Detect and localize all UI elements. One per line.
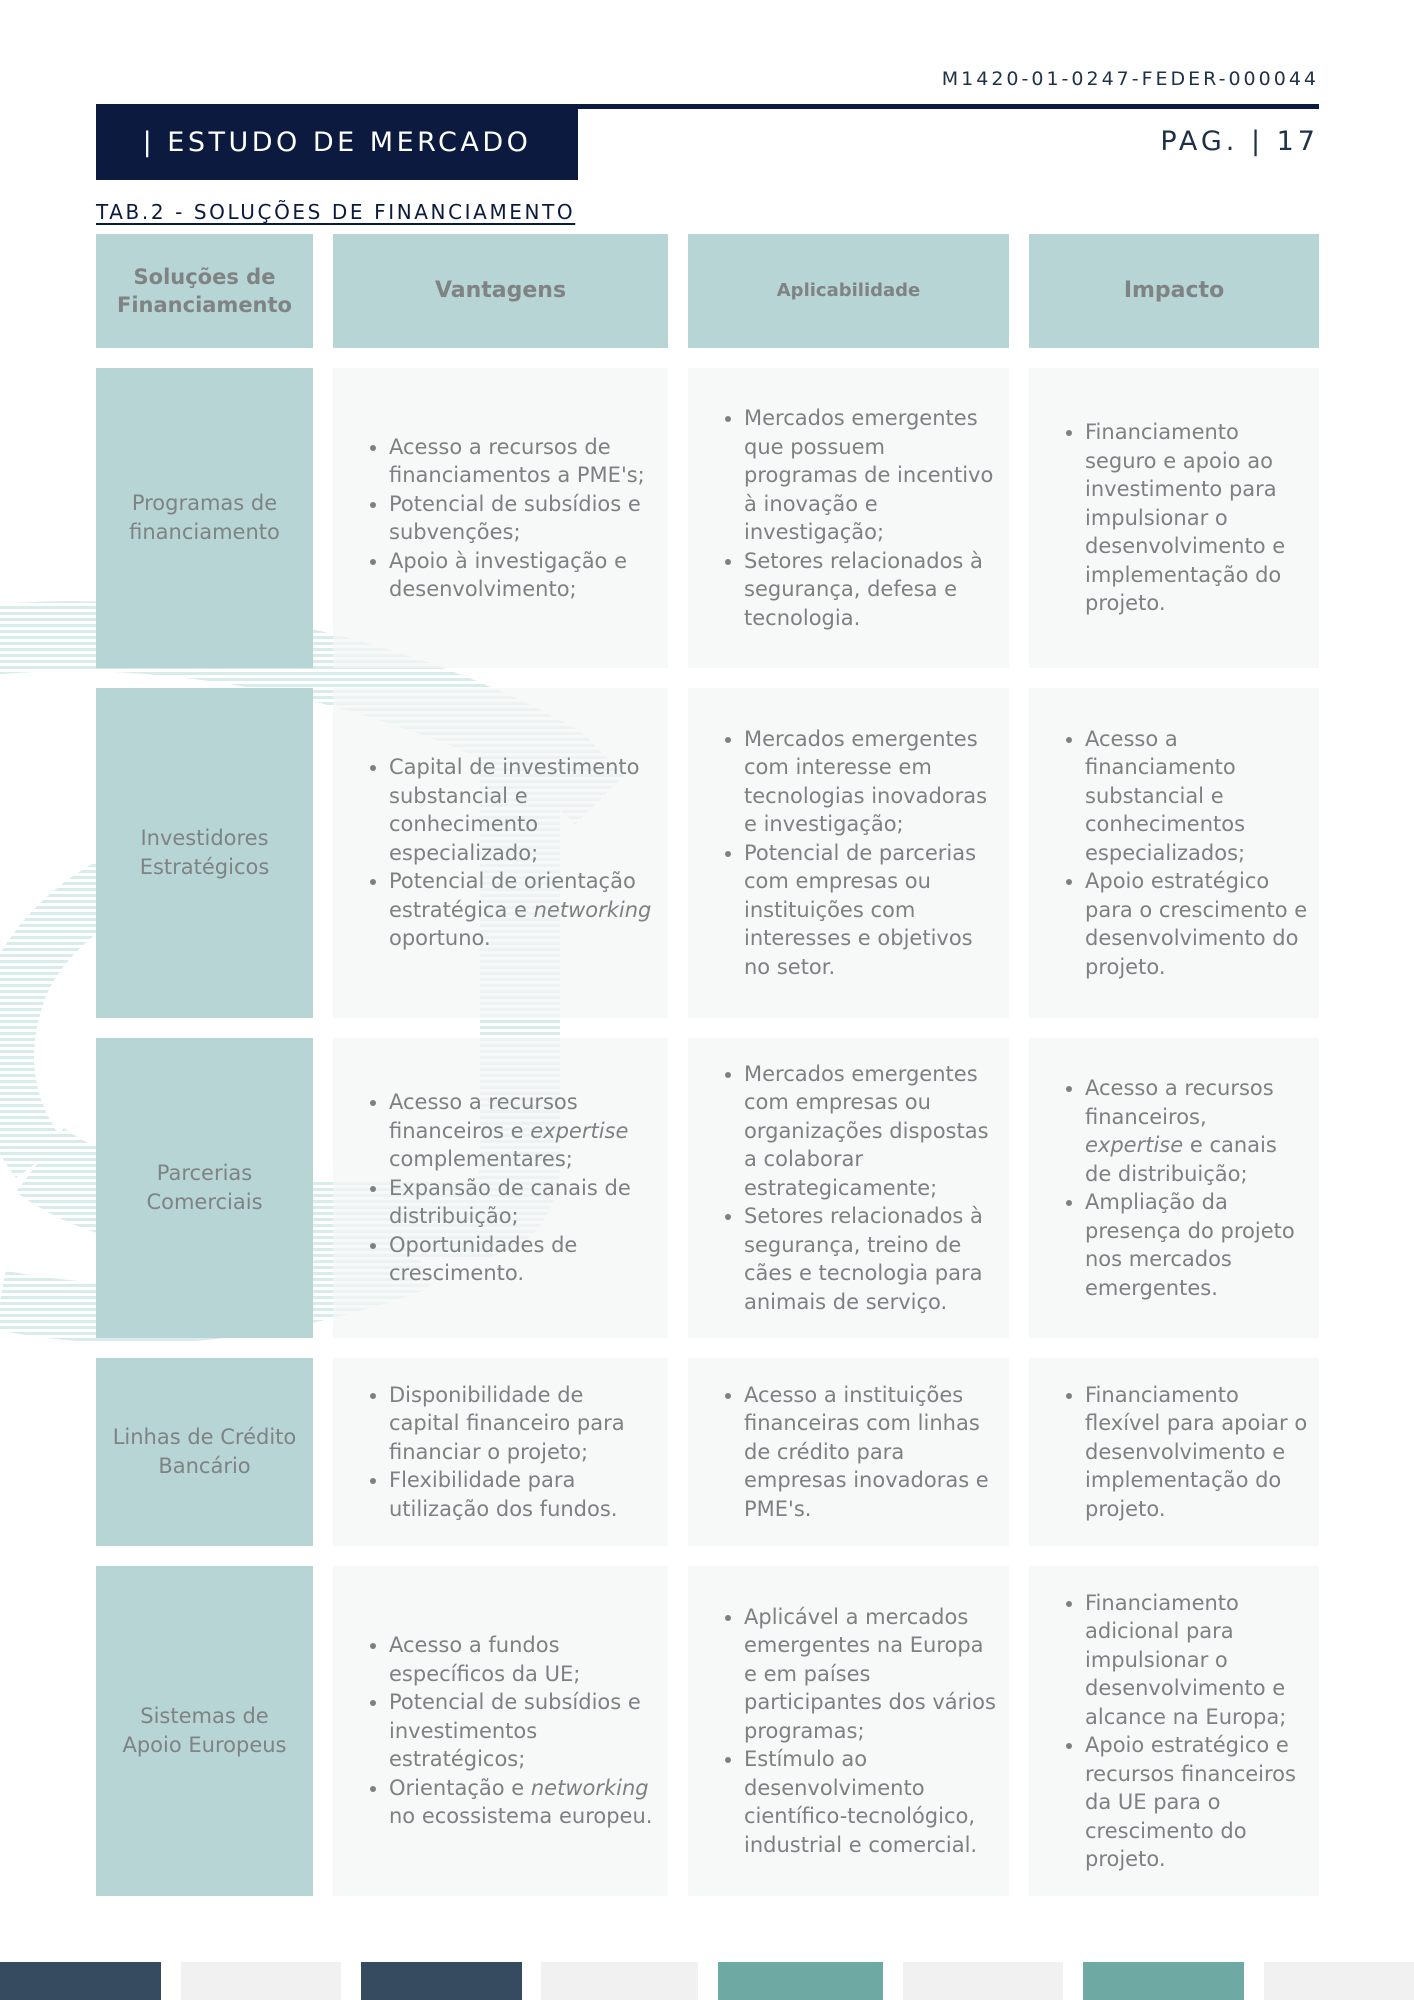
table-cell-vantagens bbox=[333, 1358, 668, 1546]
bullet-list bbox=[1029, 1381, 1309, 1524]
row-head-label: Linhas de Crédito Bancário bbox=[112, 1425, 297, 1478]
footer-bar-5 bbox=[718, 1962, 883, 2000]
list-item: • Financiamento adicional para impulsionar o desenvolvimento e alcance na Europa; bbox=[1085, 1589, 1309, 1732]
bullet-list bbox=[333, 753, 658, 953]
table-cell-aplicabilidade bbox=[688, 1358, 1009, 1546]
row-head-label: Investidores Estratégicos bbox=[139, 826, 270, 879]
list-item: • Acesso a financiamento substancial e conhecimentos especializados; bbox=[1085, 725, 1309, 868]
table-cell-aplicabilidade bbox=[688, 1038, 1009, 1338]
footer-bar-1 bbox=[0, 1962, 161, 2000]
footer-bar-4 bbox=[541, 1962, 698, 2000]
row-head-label: Sistemas de Apoio Europeus bbox=[122, 1704, 287, 1757]
bullet-list bbox=[333, 1631, 658, 1831]
list-item: • Orientação e networking no ecossistema europeu. bbox=[389, 1774, 658, 1831]
list-item: • Apoio à investigação e desenvolvimento; bbox=[389, 547, 658, 604]
footer-bar-6 bbox=[903, 1962, 1063, 2000]
list-item: • Flexibilidade para utilização dos fundos. bbox=[389, 1466, 658, 1523]
col-head-impacto bbox=[1029, 234, 1319, 348]
list-item: • Potencial de orientação estratégica e networking oportuno. bbox=[389, 867, 658, 953]
row-head bbox=[96, 368, 313, 668]
list-item: • Oportunidades de crescimento. bbox=[389, 1231, 658, 1288]
list-item: • Financiamento seguro e apoio ao investimento para impulsionar o desenvolvimento e implementação do projeto. bbox=[1085, 418, 1309, 618]
footer-bar-3 bbox=[361, 1962, 522, 2000]
table-cell-impacto bbox=[1029, 1038, 1319, 1338]
table-title: TAB.2 - SOLUÇÕES DE FINANCIAMENTO bbox=[96, 200, 576, 224]
bullet-list bbox=[688, 1381, 999, 1524]
col-head-aplicabilidade bbox=[688, 234, 1009, 348]
row-head-label: Parcerias Comerciais bbox=[146, 1161, 263, 1214]
list-item: • Acesso a fundos específicos da UE; bbox=[389, 1631, 658, 1688]
list-item: • Mercados emergentes que possuem programas de incentivo à inovação e investigação; bbox=[744, 404, 999, 547]
table-cell-aplicabilidade bbox=[688, 368, 1009, 668]
row-head bbox=[96, 1358, 313, 1546]
list-item: • Potencial de parcerias com empresas ou instituições com interesses e objetivos no setor. bbox=[744, 839, 999, 982]
bullet-list bbox=[688, 725, 999, 982]
table-cell-impacto bbox=[1029, 368, 1319, 668]
section-title: | ESTUDO DE MERCADO bbox=[96, 104, 578, 180]
bullet-list bbox=[1029, 418, 1309, 618]
table-cell-aplicabilidade bbox=[688, 1566, 1009, 1896]
list-item: • Acesso a recursos de financiamentos a PME's; bbox=[389, 433, 658, 490]
col-head-solucoes-label: Soluções de Financiamento bbox=[117, 265, 292, 317]
row-head-label: Programas de financiamento bbox=[129, 491, 280, 544]
bullet-list bbox=[1029, 1589, 1309, 1874]
row-head bbox=[96, 1566, 313, 1896]
list-item: • Capital de investimento substancial e conhecimento especializado; bbox=[389, 753, 658, 867]
project-reference: M1420-01-0247-FEDER-000044 bbox=[941, 68, 1319, 90]
list-item: • Expansão de canais de distribuição; bbox=[389, 1174, 658, 1231]
bullet-list bbox=[333, 1088, 658, 1288]
row-head bbox=[96, 688, 313, 1018]
list-item: • Ampliação da presença do projeto nos mercados emergentes. bbox=[1085, 1188, 1309, 1302]
list-item: • Financiamento flexível para apoiar o desenvolvimento e implementação do projeto. bbox=[1085, 1381, 1309, 1524]
table-cell-impacto bbox=[1029, 688, 1319, 1018]
table-cell-impacto bbox=[1029, 1358, 1319, 1546]
footer-bar-2 bbox=[181, 1962, 341, 2000]
bullet-list bbox=[688, 404, 999, 632]
col-head-vantagens-label: Vantagens bbox=[434, 278, 567, 303]
col-head-aplicabilidade-label: Aplicabilidade bbox=[776, 280, 921, 301]
table-cell-vantagens bbox=[333, 1038, 668, 1338]
col-head-impacto-label: Impacto bbox=[1123, 278, 1225, 303]
header-rule bbox=[578, 104, 1319, 109]
bullet-list bbox=[333, 433, 658, 604]
list-item: • Apoio estratégico e recursos financeiros da UE para o crescimento do projeto. bbox=[1085, 1731, 1309, 1874]
list-item: • Disponibilidade de capital financeiro para financiar o projeto; bbox=[389, 1381, 658, 1467]
list-item: • Acesso a instituições financeiras com linhas de crédito para empresas inovadoras e PME's. bbox=[744, 1381, 999, 1524]
bullet-list bbox=[688, 1603, 999, 1860]
list-item: • Potencial de subsídios e subvenções; bbox=[389, 490, 658, 547]
list-item: • Mercados emergentes com interesse em tecnologias inovadoras e investigação; bbox=[744, 725, 999, 839]
row-head bbox=[96, 1038, 313, 1338]
list-item: • Apoio estratégico para o crescimento e desenvolvimento do projeto. bbox=[1085, 867, 1309, 981]
list-item: • Acesso a recursos financeiros, expertise e canais de distribuição; bbox=[1085, 1074, 1309, 1188]
bullet-list bbox=[1029, 725, 1309, 982]
footer-bar-8 bbox=[1264, 1962, 1414, 2000]
list-item: • Acesso a recursos financeiros e expertise complementares; bbox=[389, 1088, 658, 1174]
bullet-list bbox=[1029, 1074, 1309, 1302]
page-number: PAG. | 17 bbox=[1160, 126, 1319, 157]
list-item: • Mercados emergentes com empresas ou organizações dispostas a colaborar estrategicamente; bbox=[744, 1060, 999, 1203]
table-cell-impacto bbox=[1029, 1566, 1319, 1896]
list-item: • Aplicável a mercados emergentes na Europa e em países participantes dos vários programas; bbox=[744, 1603, 999, 1746]
table-cell-vantagens bbox=[333, 1566, 668, 1896]
col-head-vantagens bbox=[333, 234, 668, 348]
table-cell-aplicabilidade bbox=[688, 688, 1009, 1018]
col-head-solucoes bbox=[96, 234, 313, 348]
list-item: • Setores relacionados à segurança, defesa e tecnologia. bbox=[744, 547, 999, 633]
list-item: • Estímulo ao desenvolvimento científico-tecnológico, industrial e comercial. bbox=[744, 1745, 999, 1859]
list-item: • Setores relacionados à segurança, treino de cães e tecnologia para animais de serviço. bbox=[744, 1202, 999, 1316]
footer-bar-7 bbox=[1083, 1962, 1244, 2000]
list-item: • Potencial de subsídios e investimentos estratégicos; bbox=[389, 1688, 658, 1774]
table-cell-vantagens bbox=[333, 688, 668, 1018]
table-cell-vantagens bbox=[333, 368, 668, 668]
bullet-list bbox=[688, 1060, 999, 1317]
bullet-list bbox=[333, 1381, 658, 1524]
